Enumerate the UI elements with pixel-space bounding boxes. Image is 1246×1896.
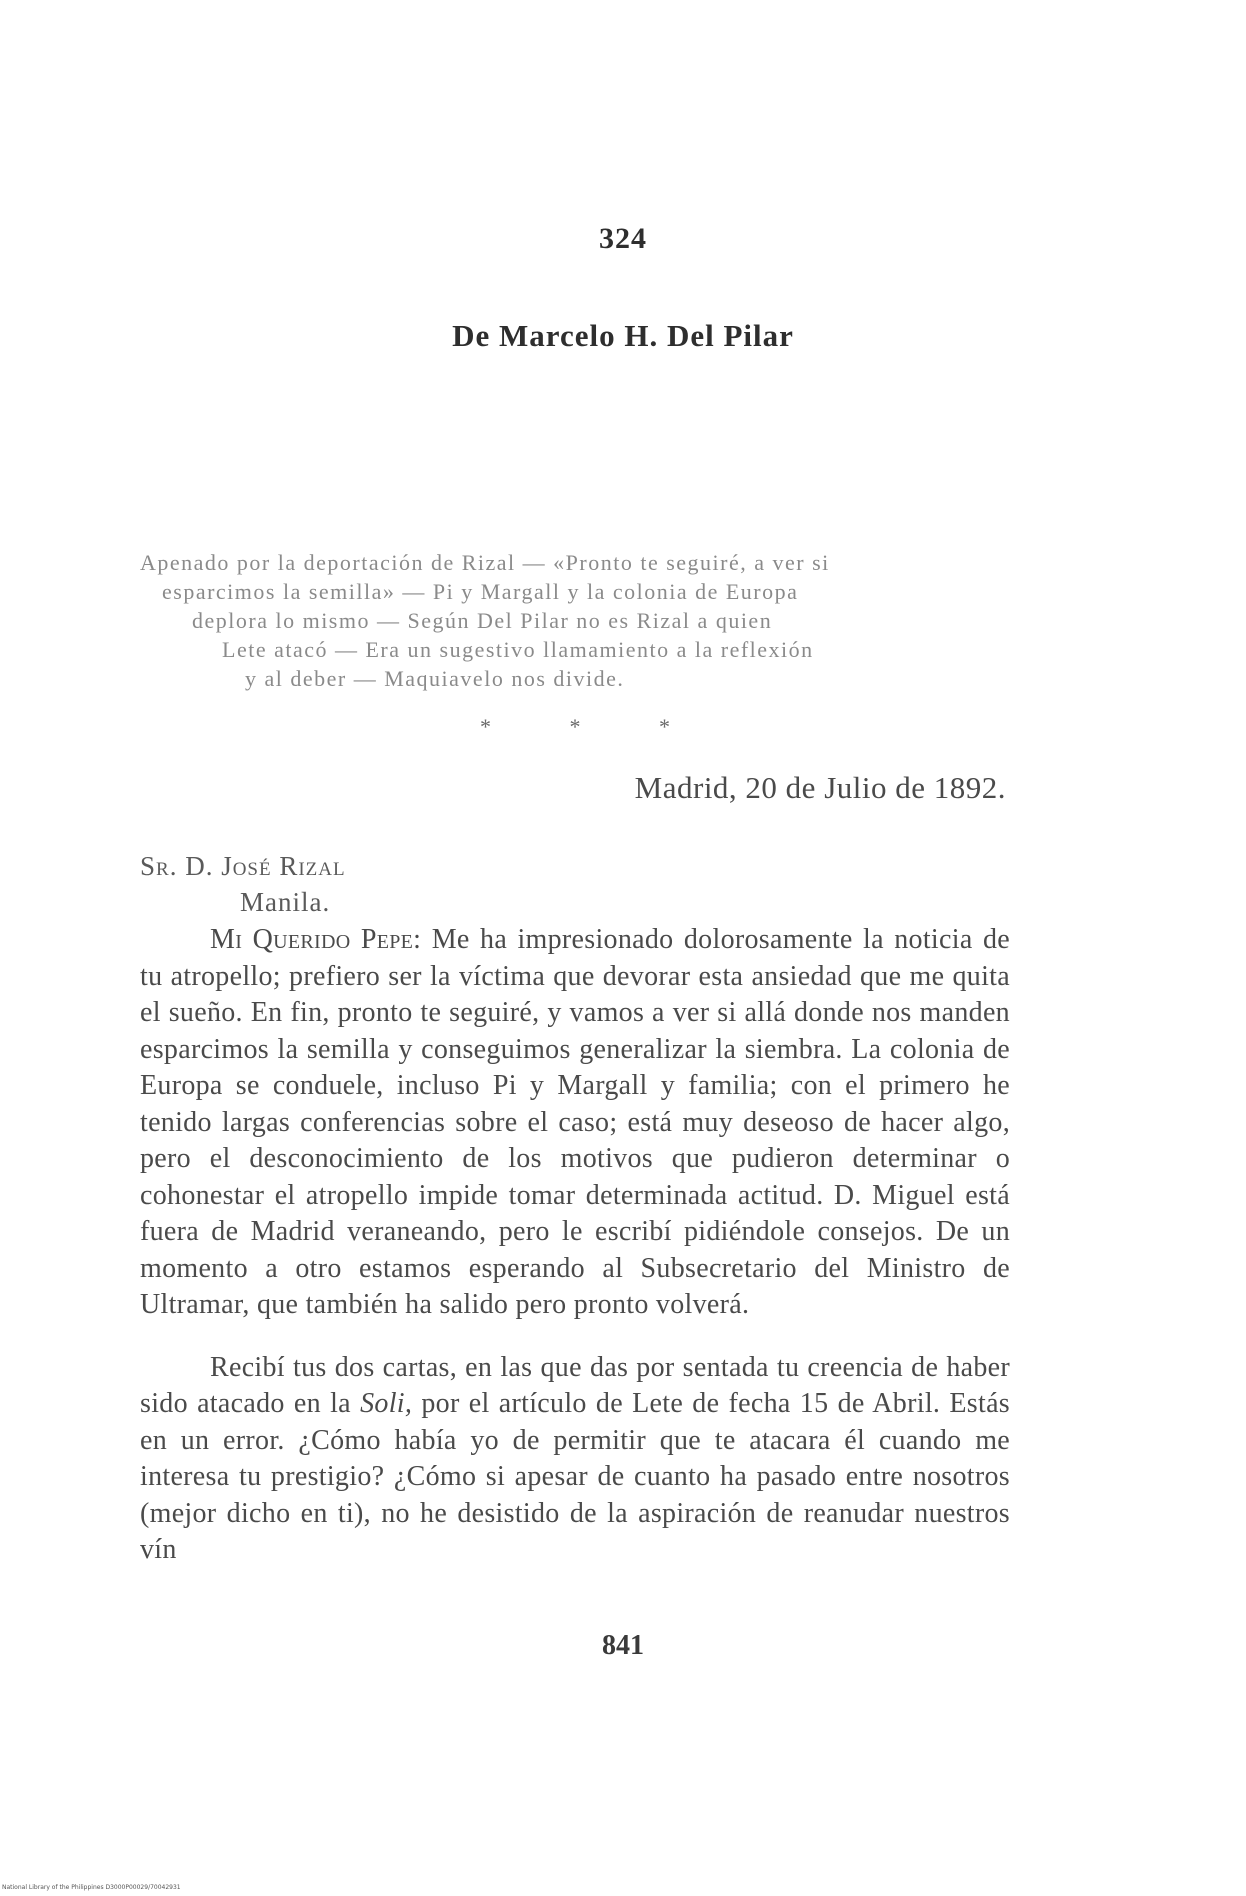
section-separator	[480, 714, 670, 740]
body-paragraph	[140, 922, 1010, 1324]
paragraph-text: Me ha impresionado dolorosamente la noticia de tu atropello; prefiero ser la víctima que devorar esta ansiedad que me quita el sueño. En fin, pronto te seguiré, y vamos a ver si allá donde nos manden esparcimos la semilla y conseguimos generalizar la siembra. La colonia de Europa se conduele, incluso Pi y Margall y familia; con el primero he tenido largas conferencias sobre el caso; está muy deseoso de hacer algo, pero el desconocimiento de los motivos que pudieron determinar o cohonestar el atropello impide tomar determinada actitud. D. Miguel está fuera de Madrid veraneando, pero le escribí pidiéndole consejos. De un momento a otro estamos esperando al Subsecretario del Ministro de Ultramar, que también ha salido pero pronto volverá.	[140, 924, 1010, 1320]
body-paragraph	[140, 1350, 1010, 1569]
dateline: Madrid, 20 de Julio de 1892.	[634, 770, 1006, 805]
recipient-city: Manila.	[240, 887, 331, 917]
salutation: Mi Querido Pepe:	[210, 924, 422, 955]
summary-line: Lete atacó — Era un sugestivo llamamiento a la reflexión	[222, 637, 814, 662]
paragraph-text: Recibí tus dos cartas, en las que das por sentada tu creencia de haber sido atacado en la	[140, 1351, 1010, 1419]
letter-summary	[140, 548, 1010, 693]
page-number: 841	[602, 1630, 644, 1661]
archive-credit: National Library of the Philippines D3000P00029/70042931	[2, 1884, 181, 1891]
asterisk-mark: *	[480, 714, 491, 739]
asterisk-mark: *	[569, 714, 581, 739]
newspaper-name: Soli,	[360, 1388, 413, 1419]
letter-number: 324	[599, 222, 647, 255]
summary-line: deplora lo mismo — Según Del Pilar no es Rizal a quien	[192, 608, 773, 633]
asterisk-mark: *	[659, 714, 670, 739]
letter-body	[140, 922, 1010, 1595]
paragraph-text: por el artículo de Lete de fecha 15 de Abril. Estás en un error. ¿Cómo había yo de permitir que te atacara él cuando me interesa tu prestigio? ¿Cómo si apesar de cuanto ha pasado entre nosotros (mejor dicho en ti), no he desistido de la aspiración de reanudar nuestros vín	[140, 1388, 1010, 1565]
letter-title: De Marcelo H. Del Pilar	[452, 318, 794, 353]
summary-line: Apenado por la deportación de Rizal — «Pronto te seguiré, a ver si	[140, 550, 830, 575]
address-block	[140, 848, 346, 920]
summary-line: y al deber — Maquiavelo nos divide.	[245, 666, 625, 691]
recipient: Sr. D. José Rizal	[140, 851, 346, 881]
summary-line: esparcimos la semilla» — Pi y Margall y la colonia de Europa	[162, 579, 799, 604]
